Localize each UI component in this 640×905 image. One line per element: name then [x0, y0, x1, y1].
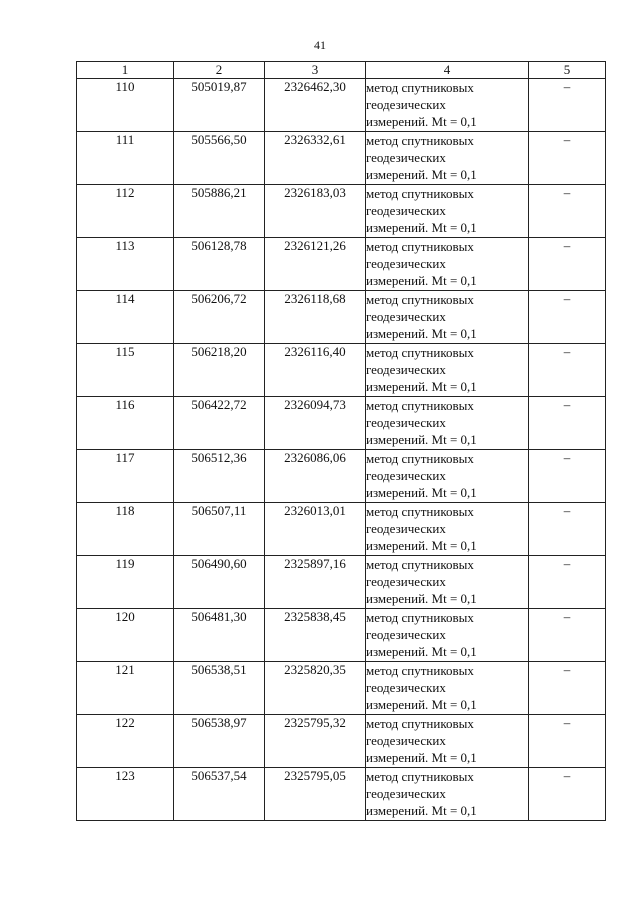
table-row: [77, 344, 606, 397]
method-text-line: геодезических: [366, 733, 446, 748]
method-text-line: геодезических: [366, 468, 446, 483]
x-coordinate-cell: 505886,21: [174, 185, 265, 238]
method-text-line: метод спутниковых: [366, 186, 474, 201]
table-row: [77, 609, 606, 662]
method-text-line: метод спутниковых: [366, 398, 474, 413]
method-text-line: метод спутниковых: [366, 769, 474, 784]
y-coordinate-cell: 2326332,61: [265, 132, 366, 185]
point-number-cell: 119: [77, 556, 174, 609]
y-coordinate-cell: 2325795,05: [265, 768, 366, 821]
table-row: [77, 503, 606, 556]
note-dash: –: [563, 344, 571, 359]
y-coordinate-cell: 2325838,45: [265, 609, 366, 662]
note-cell: [529, 238, 606, 291]
y-coordinate-cell: 2326013,01: [265, 503, 366, 556]
note-dash: –: [563, 185, 571, 200]
y-coordinate-cell: 2326116,40: [265, 344, 366, 397]
method-text-line: метод спутниковых: [366, 504, 474, 519]
header-col-4: 4: [366, 62, 529, 79]
method-cell: [366, 768, 529, 821]
method-text-line: геодезических: [366, 680, 446, 695]
point-number-cell: 121: [77, 662, 174, 715]
page-number: 41: [314, 38, 326, 52]
method-cell: [366, 450, 529, 503]
point-number-cell: 116: [77, 397, 174, 450]
method-cell: [366, 397, 529, 450]
note-cell: [529, 715, 606, 768]
point-number-cell: 122: [77, 715, 174, 768]
note-dash: –: [563, 715, 571, 730]
point-number-cell: 113: [77, 238, 174, 291]
x-coordinate-cell: 506537,54: [174, 768, 265, 821]
note-cell: [529, 397, 606, 450]
table-row: [77, 450, 606, 503]
note-dash: –: [563, 238, 571, 253]
method-text-line: метод спутниковых: [366, 345, 474, 360]
point-number-cell: 123: [77, 768, 174, 821]
method-text-line: геодезических: [366, 97, 446, 112]
method-text-line: геодезических: [366, 786, 446, 801]
method-text-line: метод спутниковых: [366, 451, 474, 466]
y-coordinate-cell: 2326183,03: [265, 185, 366, 238]
table-row: [77, 79, 606, 132]
method-cell: [366, 132, 529, 185]
x-coordinate-cell: 506128,78: [174, 238, 265, 291]
point-number-cell: 118: [77, 503, 174, 556]
method-cell: [366, 715, 529, 768]
note-dash: –: [563, 450, 571, 465]
method-cell: [366, 556, 529, 609]
note-dash: –: [563, 768, 571, 783]
note-dash: –: [563, 291, 571, 306]
note-cell: [529, 132, 606, 185]
method-text-line: метод спутниковых: [366, 239, 474, 254]
note-cell: [529, 79, 606, 132]
method-text-line: измерений. Mt = 0,1: [366, 326, 477, 341]
table-header-row: [77, 62, 606, 79]
method-text-line: измерений. Mt = 0,1: [366, 697, 477, 712]
note-dash: –: [563, 503, 571, 518]
note-dash: –: [563, 397, 571, 412]
table-row: [77, 768, 606, 821]
y-coordinate-cell: 2326094,73: [265, 397, 366, 450]
note-cell: [529, 503, 606, 556]
point-number-cell: 117: [77, 450, 174, 503]
method-cell: [366, 503, 529, 556]
point-number-cell: 115: [77, 344, 174, 397]
x-coordinate-cell: 506218,20: [174, 344, 265, 397]
method-text-line: измерений. Mt = 0,1: [366, 167, 477, 182]
y-coordinate-cell: 2325795,32: [265, 715, 366, 768]
header-col-5: 5: [529, 62, 606, 79]
method-text-line: геодезических: [366, 627, 446, 642]
table-row: [77, 291, 606, 344]
method-text-line: измерений. Mt = 0,1: [366, 644, 477, 659]
x-coordinate-cell: 506490,60: [174, 556, 265, 609]
point-number-cell: 111: [77, 132, 174, 185]
method-cell: [366, 609, 529, 662]
y-coordinate-cell: 2326462,30: [265, 79, 366, 132]
table-row: [77, 238, 606, 291]
note-cell: [529, 662, 606, 715]
method-text-line: геодезических: [366, 362, 446, 377]
method-cell: [366, 79, 529, 132]
method-text-line: измерений. Mt = 0,1: [366, 114, 477, 129]
method-text-line: геодезических: [366, 415, 446, 430]
method-cell: [366, 185, 529, 238]
x-coordinate-cell: 506538,51: [174, 662, 265, 715]
note-dash: –: [563, 556, 571, 571]
x-coordinate-cell: 506538,97: [174, 715, 265, 768]
method-text-line: измерений. Mt = 0,1: [366, 220, 477, 235]
note-cell: [529, 344, 606, 397]
method-cell: [366, 662, 529, 715]
table-row: [77, 185, 606, 238]
method-cell: [366, 344, 529, 397]
header-col-1: 1: [77, 62, 174, 79]
x-coordinate-cell: 506512,36: [174, 450, 265, 503]
method-text-line: геодезических: [366, 521, 446, 536]
method-text-line: измерений. Mt = 0,1: [366, 538, 477, 553]
method-text-line: геодезических: [366, 150, 446, 165]
y-coordinate-cell: 2326121,26: [265, 238, 366, 291]
method-text-line: измерений. Mt = 0,1: [366, 379, 477, 394]
point-number-cell: 114: [77, 291, 174, 344]
method-text-line: метод спутниковых: [366, 610, 474, 625]
method-text-line: метод спутниковых: [366, 80, 474, 95]
x-coordinate-cell: 505019,87: [174, 79, 265, 132]
table-body: [77, 79, 606, 821]
method-text-line: метод спутниковых: [366, 292, 474, 307]
method-text-line: геодезических: [366, 309, 446, 324]
method-text-line: метод спутниковых: [366, 663, 474, 678]
method-text-line: метод спутниковых: [366, 133, 474, 148]
x-coordinate-cell: 505566,50: [174, 132, 265, 185]
method-text-line: геодезических: [366, 203, 446, 218]
table-row: [77, 662, 606, 715]
header-col-2: 2: [174, 62, 265, 79]
method-text-line: метод спутниковых: [366, 716, 474, 731]
point-number-cell: 112: [77, 185, 174, 238]
point-number-cell: 120: [77, 609, 174, 662]
method-text-line: измерений. Mt = 0,1: [366, 803, 477, 818]
x-coordinate-cell: 506481,30: [174, 609, 265, 662]
note-cell: [529, 609, 606, 662]
x-coordinate-cell: 506206,72: [174, 291, 265, 344]
method-text-line: измерений. Mt = 0,1: [366, 485, 477, 500]
table-row: [77, 715, 606, 768]
note-cell: [529, 450, 606, 503]
note-dash: –: [563, 609, 571, 624]
table-row: [77, 397, 606, 450]
y-coordinate-cell: 2326118,68: [265, 291, 366, 344]
note-dash: –: [563, 662, 571, 677]
point-number-cell: 110: [77, 79, 174, 132]
method-text-line: измерений. Mt = 0,1: [366, 750, 477, 765]
method-text-line: геодезических: [366, 256, 446, 271]
method-text-line: измерений. Mt = 0,1: [366, 273, 477, 288]
note-cell: [529, 185, 606, 238]
method-text-line: измерений. Mt = 0,1: [366, 432, 477, 447]
method-text-line: метод спутниковых: [366, 557, 474, 572]
method-text-line: измерений. Mt = 0,1: [366, 591, 477, 606]
note-cell: [529, 768, 606, 821]
note-cell: [529, 556, 606, 609]
note-cell: [529, 291, 606, 344]
y-coordinate-cell: 2326086,06: [265, 450, 366, 503]
table-row: [77, 132, 606, 185]
note-dash: –: [563, 132, 571, 147]
y-coordinate-cell: 2325820,35: [265, 662, 366, 715]
note-dash: –: [563, 79, 571, 94]
y-coordinate-cell: 2325897,16: [265, 556, 366, 609]
method-cell: [366, 291, 529, 344]
header-col-3: 3: [265, 62, 366, 79]
x-coordinate-cell: 506422,72: [174, 397, 265, 450]
method-text-line: геодезических: [366, 574, 446, 589]
x-coordinate-cell: 506507,11: [174, 503, 265, 556]
table-row: [77, 556, 606, 609]
coordinates-table: [76, 61, 606, 821]
method-cell: [366, 238, 529, 291]
